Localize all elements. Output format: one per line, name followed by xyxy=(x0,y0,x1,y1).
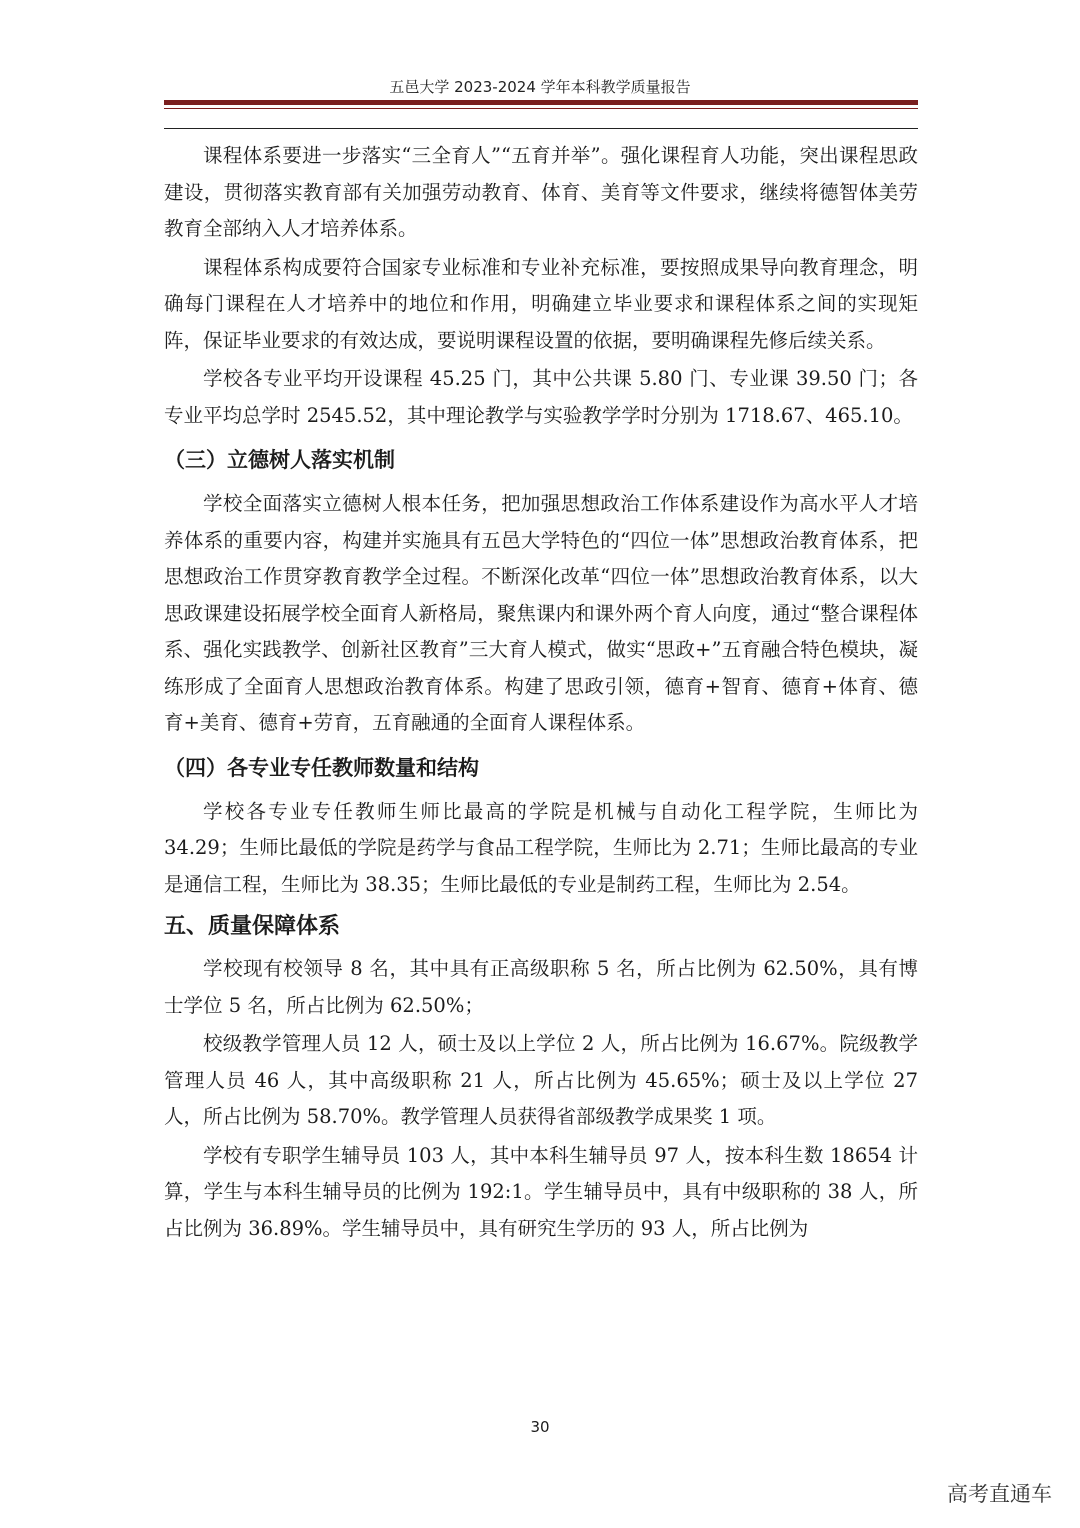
section-heading-teacher-structure: （四）各专业专任教师数量和结构 xyxy=(164,755,479,780)
header-rule-thick xyxy=(164,100,918,105)
page-number: 30 xyxy=(530,1418,550,1436)
watermark-text: 高考直通车 xyxy=(947,1482,1052,1506)
paragraph-moral-education: 学校全面落实立德树人根本任务，把加强思想政治工作体系建设作为高水平人才培养体系的重要内容，构建并实施具有五邑大学特色的“四位一体”思想政治教育体系，把思想政治工作贯穿教育教学全过程。不断深化改革“四位一体”思想政治教育体系，以大思政课建设拓展学校全面育人新格局，聚焦课内和课外两个育人向度，通过“整合课程体系、强化实践教学、创新社区教育”三大育人模式，做实“思政+”五育融合特色模块，凝练形成了全面育人思想政治教育体系。构建了思政引领，德育+智育、德育+体育、德育+美育、德育+劳育，五育融通的全面育人课程体系。 xyxy=(164,492,918,734)
header-rule-thin xyxy=(164,108,918,109)
paragraph-curriculum-standards: 课程体系构成要符合国家专业标准和专业补充标准，要按照成果导向教育理念，明确每门课程在人才培养中的地位和作用，明确建立毕业要求和课程体系之间的实现矩阵，保证毕业要求的有效达成，要说明课程设置的依据，要明确课程先修后续关系。 xyxy=(164,255,918,352)
section-heading-moral-education: （三）立德树人落实机制 xyxy=(164,448,395,472)
header-rule-black xyxy=(164,128,918,129)
page-body xyxy=(164,138,918,1249)
paragraph-course-statistics: 学校各专业平均开设课程 45.25 门，其中公共课 5.80 门、专业课 39.50 门；各专业平均总学时 2545.52，其中理论教学与实验教学学时分别为 1718.67、465.10。 xyxy=(164,367,918,427)
report-header-title: 五邑大学 2023-2024 学年本科教学质量报告 xyxy=(389,78,691,96)
chapter-heading-quality-assurance: 五、质量保障体系 xyxy=(164,914,341,939)
paragraph-teacher-ratio: 学校各专业专任教师生师比最高的学院是机械与自动化工程学院，生师比为 34.29；生师比最低的学院是药学与食品工程学院，生师比为 2.71；生师比最高的专业是通信工程，生师比为 38.35；生师比最低的专业是制药工程，生师比为 2.54。 xyxy=(164,799,918,896)
paragraph-teaching-managers: 校级教学管理人员 12 人，硕士及以上学位 2 人，所占比例为 16.67%。院级教学管理人员 46 人，其中高级职称 21 人，所占比例为 45.65%；硕士及以上学位 27 人，所占比例为 58.70%。教学管理人员获得省部级教学成果奖 1 项。 xyxy=(164,1032,918,1128)
paragraph-curriculum-ideology: 课程体系要进一步落实“三全育人”“五育并举”。强化课程育人功能，突出课程思政建设，贯彻落实教育部有关加强劳动教育、体育、美育等文件要求，继续将德智体美劳教育全部纳入人才培养体系。 xyxy=(164,144,918,240)
paragraph-counselors: 学校有专职学生辅导员 103 人，其中本科生辅导员 97 人，按本科生数 18654 计算，学生与本科生辅导员的比例为 192:1。学生辅导员中，具有中级职称的 38 人，所占比例为 36.89%。学生辅导员中，具有研究生学历的 93 人，所占比例为 xyxy=(164,1143,918,1240)
paragraph-school-leaders: 学校现有校领导 8 名，其中具有正高级职称 5 名，所占比例为 62.50%，具有博士学位 5 名，所占比例为 62.50%； xyxy=(164,957,918,1017)
